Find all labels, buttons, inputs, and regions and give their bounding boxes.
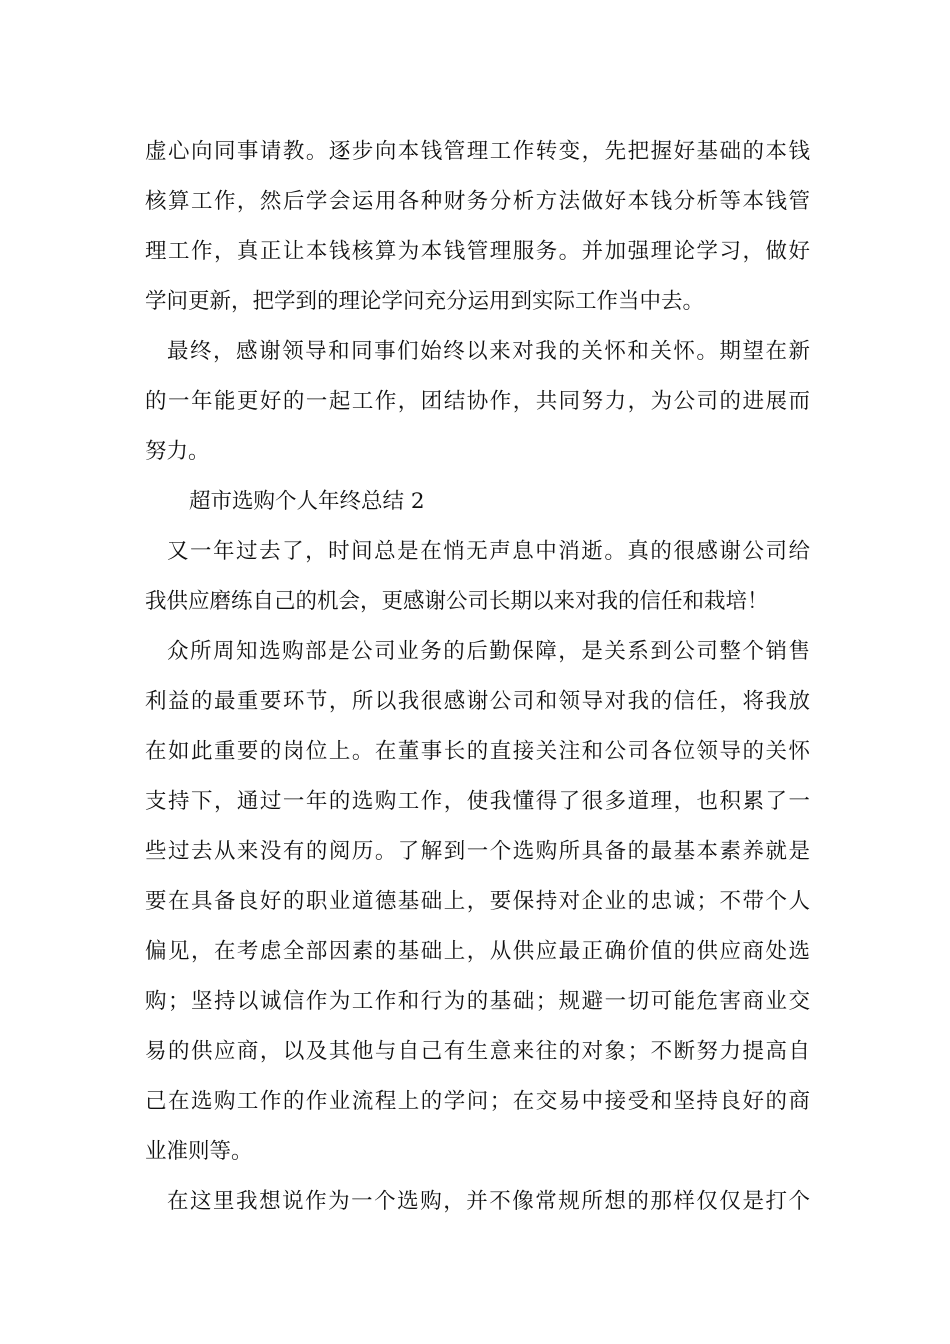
paragraph-5-line-1: 在这里我想说作为一个选购，并不像常规所想的那样仅仅是打个 (167, 1189, 810, 1214)
paragraph-1-line-1: 虚心向同事请教。逐步向本钱管理工作转变，先把握好基础的本钱 (145, 139, 810, 164)
paragraph-2-line-3: 努力。 (145, 439, 210, 464)
paragraph-4-line-4: 支持下，通过一年的选购工作，使我懂得了很多道理，也积累了一 (145, 789, 810, 814)
paragraph-4-line-8: 购；坚持以诚信作为工作和行为的基础；规避一切可能危害商业交 (145, 989, 810, 1014)
paragraph-1-line-3: 理工作，真正让本钱核算为本钱管理服务。并加强理论学习，做好 (145, 239, 810, 264)
paragraph-2-line-1: 最终，感谢领导和同事们始终以来对我的关怀和关怀。期望在新 (167, 339, 810, 364)
paragraph-1-line-4: 学问更新，把学到的理论学问充分运用到实际工作当中去。 (145, 289, 705, 314)
paragraph-4-line-6: 要在具备良好的职业道德基础上，要保持对企业的忠诚；不带个人 (145, 889, 810, 914)
paragraph-4-line-10: 己在选购工作的作业流程上的学问；在交易中接受和坚持良好的商 (145, 1089, 810, 1114)
paragraph-4-line-1: 众所周知选购部是公司业务的后勤保障，是关系到公司整个销售 (167, 639, 810, 664)
section-heading: 超市选购个人年终总结 2 (189, 489, 425, 514)
paragraph-4-line-9: 易的供应商，以及其他与自己有生意来往的对象；不断努力提高自 (145, 1039, 810, 1064)
paragraph-2-line-2: 的一年能更好的一起工作，团结协作，共同努力，为公司的进展而 (145, 389, 810, 414)
paragraph-4-line-7: 偏见，在考虑全部因素的基础上，从供应最正确价值的供应商处选 (145, 939, 810, 964)
paragraph-4-line-3: 在如此重要的岗位上。在董事长的直接关注和公司各位领导的关怀 (145, 739, 810, 764)
paragraph-3-line-2: 我供应磨练自己的机会，更感谢公司长期以来对我的信任和栽培！ (145, 589, 769, 614)
paragraph-4-line-11: 业准则等。 (145, 1139, 253, 1164)
paragraph-3-line-1: 又一年过去了，时间总是在悄无声息中消逝。真的很感谢公司给 (167, 539, 810, 564)
paragraph-4-line-2: 利益的最重要环节，所以我很感谢公司和领导对我的信任，将我放 (145, 689, 810, 714)
paragraph-1-line-2: 核算工作，然后学会运用各种财务分析方法做好本钱分析等本钱管 (145, 189, 810, 214)
paragraph-4-line-5: 些过去从来没有的阅历。了解到一个选购所具备的最基本素养就是 (145, 839, 810, 864)
